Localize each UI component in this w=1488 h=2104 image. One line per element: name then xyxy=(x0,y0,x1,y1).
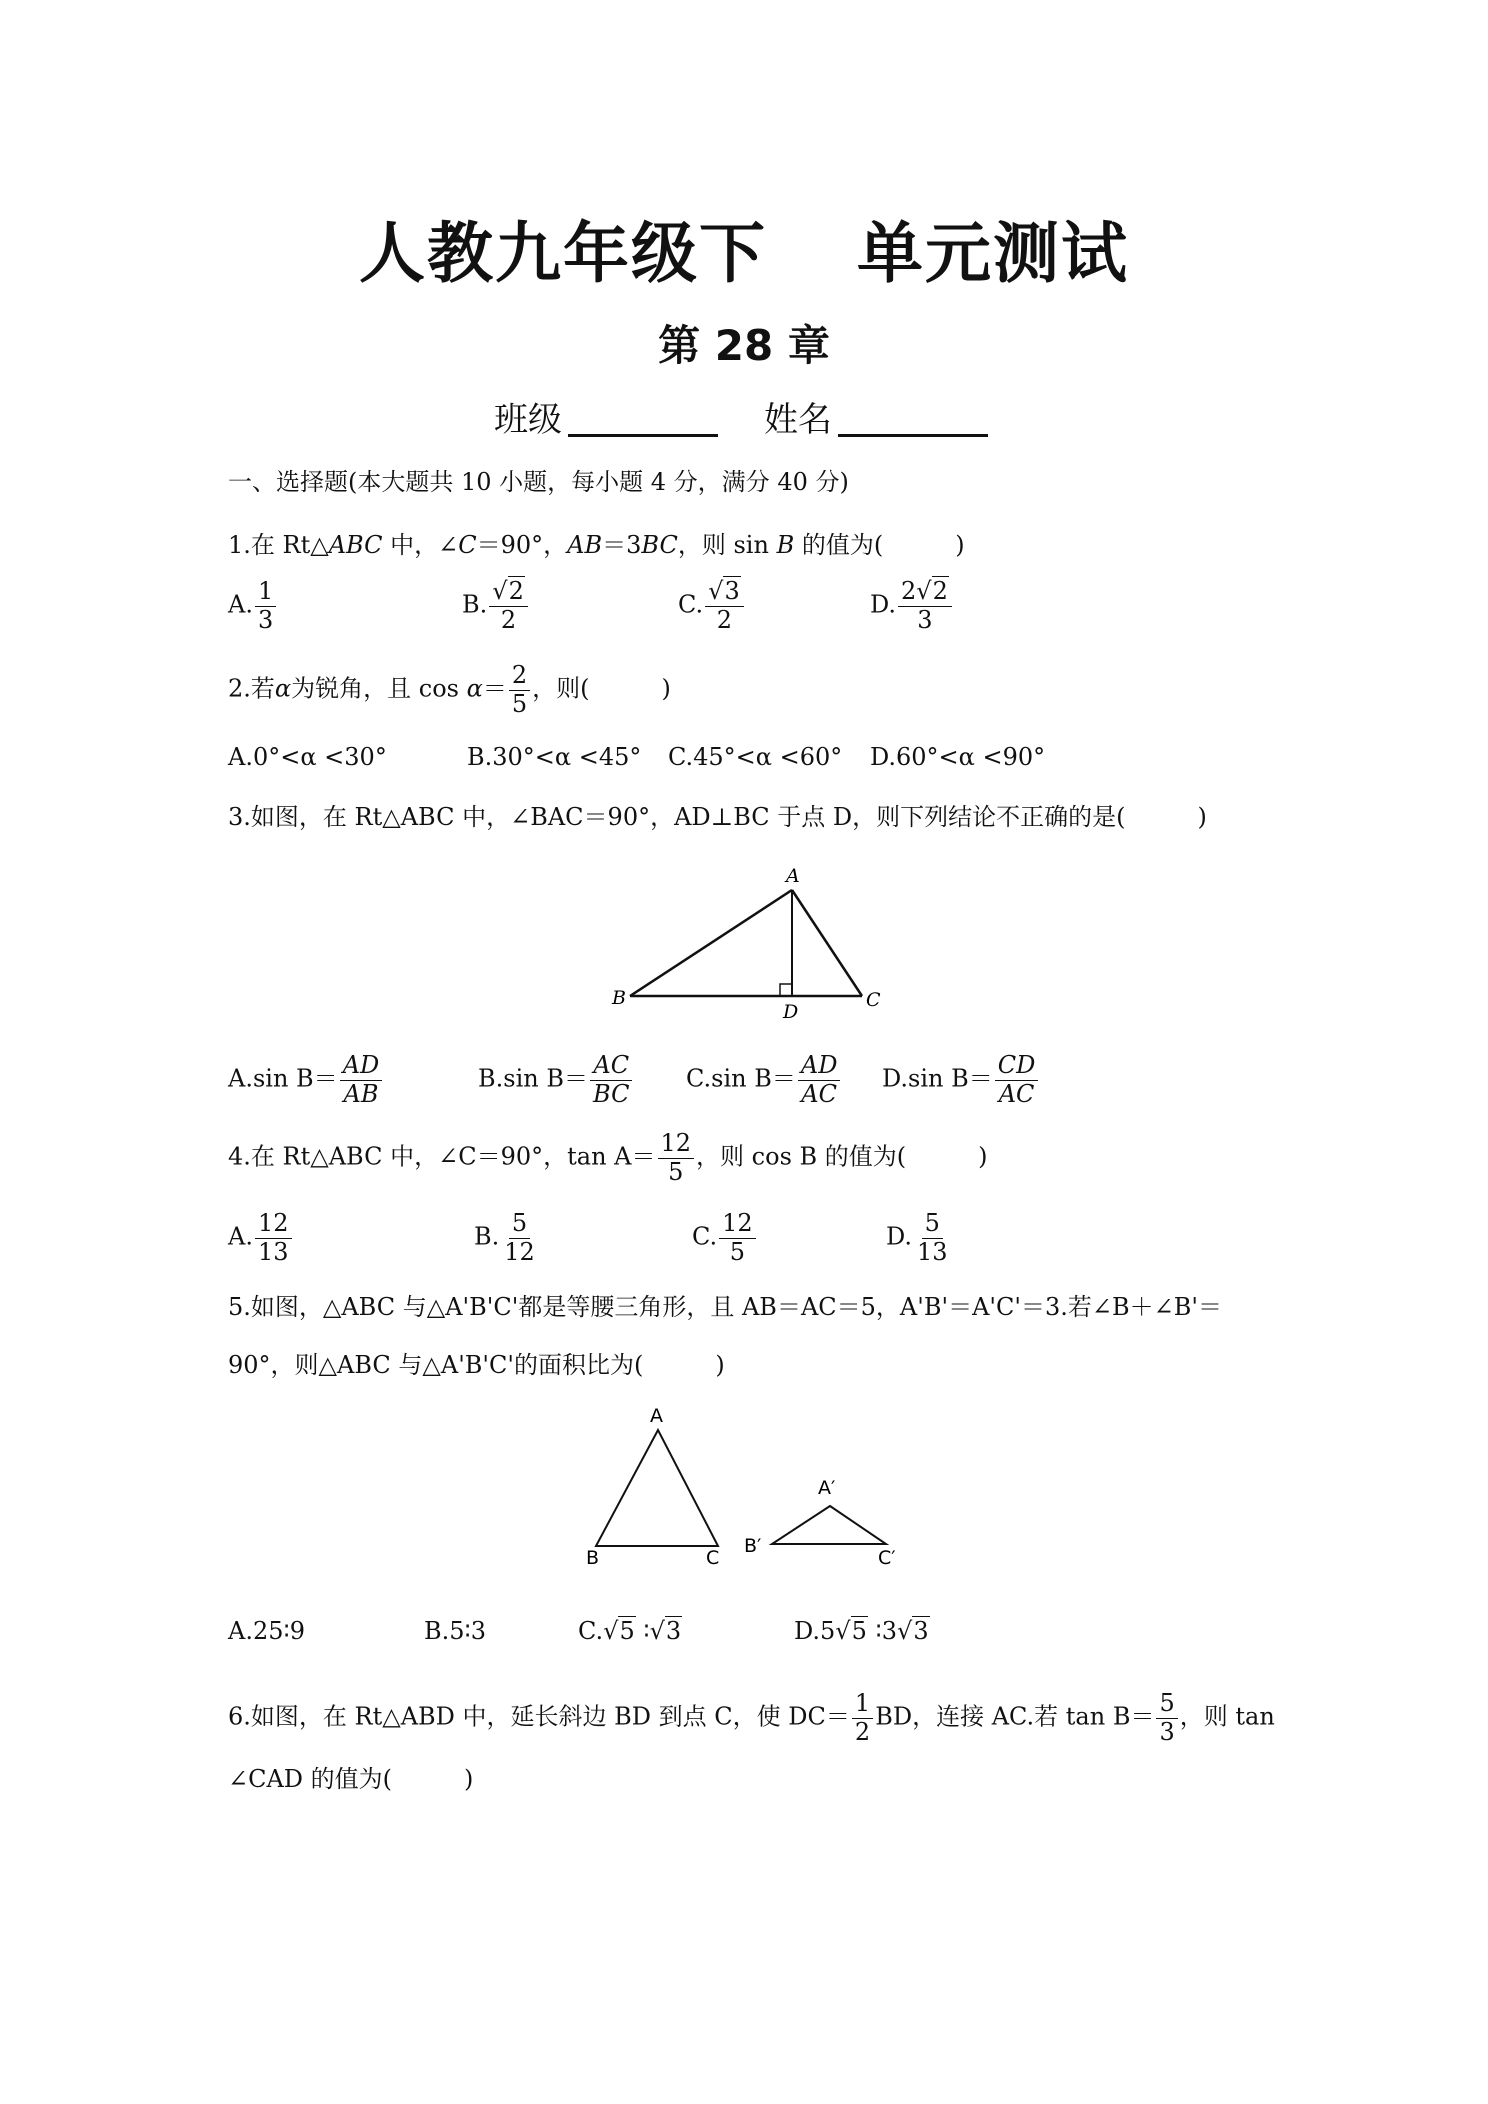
q5-label-b-prime: B′ xyxy=(744,1535,762,1557)
q4-option-a[interactable]: A. $\frac{12}{13}$ xyxy=(228,1210,294,1266)
q5-option-c[interactable]: C.√5 ∶√3 xyxy=(578,1617,682,1645)
q5-stem-line1: 5.如图，△ABC 与△A'B'C'都是等腰三角形，且 AB＝AC＝5，A'B'＝A'C'＝3.若∠B＋∠B'＝ xyxy=(228,1293,1222,1321)
q3-option-d[interactable]: D.sin B＝ $\frac{CD}{AC}$ xyxy=(882,1052,1040,1108)
q2-option-b[interactable]: B.30°<α <45° xyxy=(467,743,642,771)
q2-option-d[interactable]: D.60°<α <90° xyxy=(870,743,1046,771)
q5-label-b: B xyxy=(586,1547,600,1569)
q3-label-d: D xyxy=(783,1001,799,1020)
q6-stem-line1: 6.如图，在 Rt△ABD 中，延长斜边 BD 到点 C，使 DC＝ $\frac{1}{2}$ BD，连接 AC.若 tan B＝ $\frac{5}{3}$ ，则 tan xyxy=(228,1689,1275,1746)
q5-label-a: A xyxy=(650,1405,663,1427)
q5-label-c: C xyxy=(706,1547,720,1569)
q5-option-b[interactable]: B.5∶3 xyxy=(424,1617,487,1645)
q2-option-c[interactable]: C.45°<α <60° xyxy=(668,743,843,771)
q3-option-b[interactable]: B.sin B＝ $\frac{AC}{BC}$ xyxy=(478,1052,634,1108)
q3-option-a[interactable]: A.sin B＝ $\frac{AD}{AB}$ xyxy=(228,1052,384,1108)
q3-side-ac xyxy=(792,890,862,996)
q5-triangle-abc xyxy=(596,1430,718,1546)
q4-stem: 4.在 Rt△ABC 中，∠C＝90°，tan A＝ $\frac{12}{5}$ ，则 cos B 的值为( ) xyxy=(228,1129,988,1186)
page-title xyxy=(0,200,1488,295)
q5-option-d[interactable]: D.5√5 ∶3√3 xyxy=(794,1617,929,1645)
q3-right-angle-mark xyxy=(780,984,792,996)
q3-label-a: A xyxy=(786,865,800,887)
q1-option-b[interactable]: B. $\frac{√2}{2}$ xyxy=(462,578,530,634)
q3-label-c: C xyxy=(866,989,881,1011)
q5-label-c-prime: C′ xyxy=(878,1547,896,1569)
q4-option-d[interactable]: D. $\frac{5}{13}$ xyxy=(886,1209,948,1266)
name-blank[interactable] xyxy=(838,400,988,437)
q1-option-d[interactable]: D. $\frac{2√2}{3}$ xyxy=(870,578,954,634)
q1-option-c[interactable]: C. $\frac{√3}{2}$ xyxy=(678,578,746,634)
q3-stem: 3.如图，在 Rt△ABC 中，∠BAC＝90°，AD⊥BC 于点 D，则下列结论不正确的是( ) xyxy=(228,803,1207,831)
q1-stem: 1.在 Rt△ABC 中，∠C＝90°，AB＝3BC，则 sin B 的值为( ) xyxy=(228,531,965,559)
name-label: 姓名 xyxy=(764,400,832,440)
q5-label-a-prime: A′ xyxy=(818,1477,836,1499)
title-right: 单元测试 xyxy=(857,215,1129,292)
class-label: 班级 xyxy=(494,400,562,440)
section-heading: 一、选择题(本大题共 10 小题，每小题 4 分，满分 40 分) xyxy=(228,468,849,496)
q2-option-a[interactable]: A.0°<α <30° xyxy=(228,743,387,771)
class-blank[interactable] xyxy=(568,400,718,437)
q5-triangle-a2b2c2 xyxy=(772,1506,886,1544)
q3-side-ab xyxy=(630,890,792,996)
q6-stem-line2: ∠CAD 的值为( ) xyxy=(228,1765,474,1793)
q5-stem-line2: 90°，则△ABC 与△A'B'C'的面积比为( ) xyxy=(228,1351,725,1379)
title-left: 人教九年级下 xyxy=(359,215,767,292)
q4-option-b[interactable]: B. $\frac{5}{12}$ xyxy=(474,1209,535,1266)
student-info-line xyxy=(0,392,1488,441)
q3-label-b: B xyxy=(612,987,626,1009)
q5-triangles-figure xyxy=(580,1402,920,1572)
q2-stem: 2.若α为锐角，且 cos α＝ $\frac{2}{5}$ ，则( ) xyxy=(228,661,671,718)
q3-triangle-figure xyxy=(600,860,900,1020)
chapter-heading: 第 28 章 xyxy=(658,321,830,370)
q4-option-c[interactable]: C. $\frac{12}{5}$ xyxy=(692,1210,758,1266)
q5-option-a[interactable]: A.25∶9 xyxy=(228,1617,306,1645)
q1-option-a[interactable]: A. $\frac{1}{3}$ xyxy=(228,578,278,634)
q3-option-c[interactable]: C.sin B＝ $\frac{AD}{AC}$ xyxy=(686,1052,842,1108)
